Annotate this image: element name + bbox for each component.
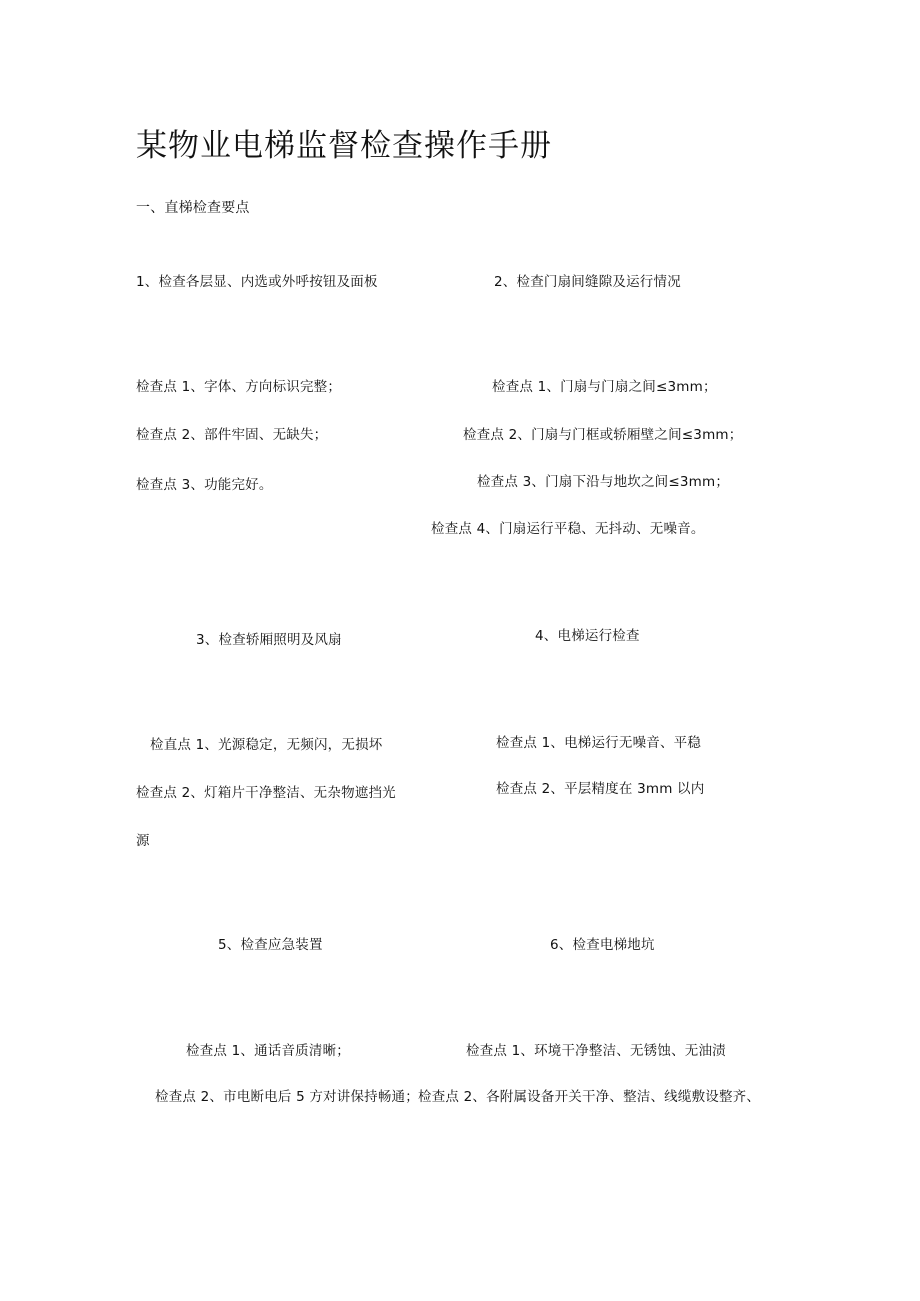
item-6-checkpoint-1: 检查点 1、环境干净整洁、无锈蚀、无油渍 — [466, 1043, 726, 1059]
item-1-checkpoint-1: 检查点 1、字体、方向标识完整； — [136, 379, 342, 395]
document-title: 某物业电梯监督检查操作手册 — [136, 128, 552, 164]
item-3-heading: 3、检查轿厢照明及风扇 — [196, 632, 342, 648]
item-4-checkpoint-1: 检查点 1、电梯运行无噪音、平稳 — [496, 735, 702, 751]
item-3-checkpoint-1: 检直点 1、光源稳定，无频闪，无损坏 — [150, 737, 383, 753]
item-1-checkpoint-3: 检查点 3、功能完好。 — [136, 477, 273, 493]
item-2-checkpoint-3: 检查点 3、门扇下沿与地坎之间≤3mm； — [477, 474, 730, 490]
section-heading: 一、直梯检查要点 — [136, 200, 250, 216]
item-3-checkpoint-2: 检查点 2、灯箱片干净整洁、无杂物遮挡光 — [136, 785, 396, 801]
item-2-checkpoint-4: 检查点 4、门扇运行平稳、无抖动、无噪音。 — [431, 521, 705, 537]
item-4-heading: 4、电梯运行检查 — [535, 628, 640, 644]
item-2-heading: 2、检查门扇间缝隙及运行情况 — [494, 274, 681, 290]
item-6-heading: 6、检查电梯地坑 — [550, 937, 655, 953]
item-1-checkpoint-2: 检查点 2、部件牢固、无缺失； — [136, 427, 328, 443]
item-5-checkpoint-2: 检查点 2、市电断电后 5 方对讲保持畅通； — [155, 1089, 419, 1105]
item-1-heading: 1、检查各层显、内选或外呼按钮及面板 — [136, 274, 378, 290]
item-4-checkpoint-2: 检查点 2、平层精度在 3mm 以内 — [496, 781, 705, 797]
item-5-heading: 5、检查应急装置 — [218, 937, 323, 953]
item-2-checkpoint-1: 检查点 1、门扇与门扇之间≤3mm； — [492, 379, 717, 395]
item-2-checkpoint-2: 检查点 2、门扇与门框或轿厢壁之间≤3mm； — [463, 427, 743, 443]
item-5-checkpoint-1: 检查点 1、通话音质清晰； — [186, 1043, 350, 1059]
item-3-checkpoint-2-continued: 源 — [136, 833, 150, 849]
item-6-checkpoint-2: 检查点 2、各附属设备开关干净、整洁、线缆敷设整齐、 — [418, 1089, 761, 1105]
